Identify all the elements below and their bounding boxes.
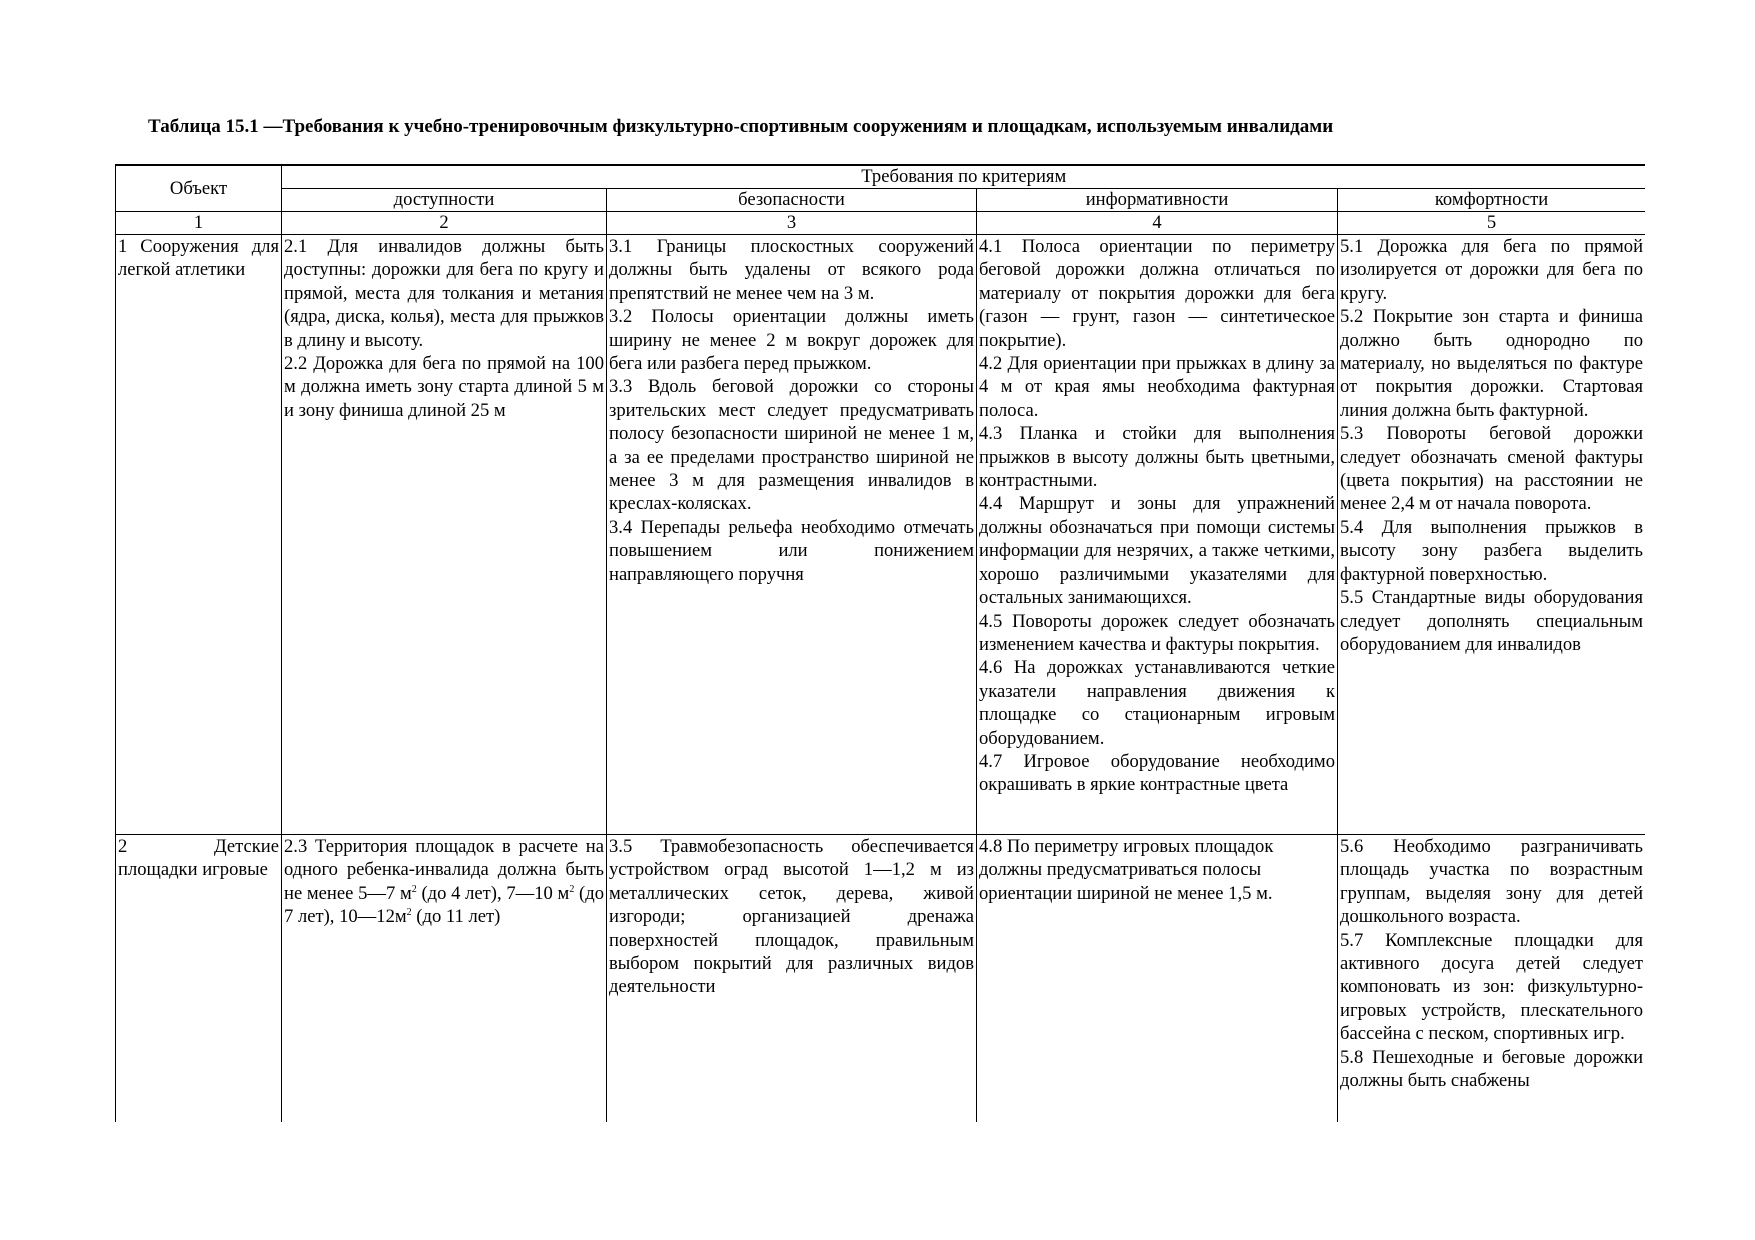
requirement-item: 5.4 Для выполнения прыжков в высоту зону разбега выделить фактурной поверхностью. <box>1340 516 1644 585</box>
requirement-item: 3.4 Перепады рельефа необходимо отмечать повышением или понижением направляющего поручня <box>609 516 974 585</box>
header-criteria: Требования по критериям <box>282 165 1646 189</box>
requirement-item: 3.2 Полосы ориентации должны иметь ширину не менее 2 м вокруг дорожек для бега или разбега перед прыжком. <box>609 306 974 375</box>
header-object: Объект <box>116 165 282 212</box>
table-caption: Таблица 15.1 —Требования к учебно-тренировочным физкультурно-спортивным сооружениям и площадкам, используемым инвалидами <box>148 116 1334 137</box>
requirement-item: 5.8 Пешеходные и беговые дорожки должны быть снабжены <box>1340 1046 1644 1092</box>
requirement-item: 5.2 Покрытие зон старта и финиша должно быть однородно по материалу, но выделяться по фактуре от покрытия дорожки. Стартовая линия должна быть фактурной. <box>1340 306 1644 421</box>
requirement-item: 4.8 По периметру игровых площадок должны предусматриваться полосы ориентации шириной не менее 1,5 м. <box>979 836 1274 904</box>
header-safety: безопасности <box>607 189 977 212</box>
column-number: 5 <box>1338 212 1646 235</box>
requirement-item: 4.2 Для ориентации при прыжках в длину за 4 м от края ямы необходима фактурная полоса. <box>979 353 1335 421</box>
superscript: 2 <box>569 883 575 895</box>
object-name: 2 Детские площадки игровые <box>118 836 279 881</box>
superscript: 2 <box>411 883 417 895</box>
superscript: 2 <box>406 907 412 919</box>
requirements-table <box>115 164 1645 1122</box>
object-cell <box>116 235 282 835</box>
comfort-cell <box>1338 235 1646 835</box>
informativeness-cell <box>977 835 1338 1123</box>
requirement-item: 5.5 Стандартные виды оборудования следует дополнять специальным оборудованием для инвалидов <box>1340 587 1644 655</box>
object-cell <box>116 835 282 1123</box>
header-row-numbers <box>116 212 1646 235</box>
header-informativeness: информативности <box>977 189 1338 212</box>
text-fragment: (до 7 лет), 10—12м <box>284 882 604 928</box>
column-number: 2 <box>282 212 607 235</box>
requirement-item: 5.7 Комплексные площадки для активного досуга детей следует компоновать из зон: физкультурно-игровых устройств, плескательного бассейна с песком, спортивных игр. <box>1340 929 1644 1045</box>
column-number: 3 <box>607 212 977 235</box>
header-row-criteria <box>116 165 1646 189</box>
object-name: 1 Сооружения для легкой атлетики <box>118 236 279 281</box>
text-fragment: 2.3 Территория площадок в расчете на одного ребенка-инвалида должна быть не менее 5—7 м <box>284 836 604 904</box>
safety-cell <box>607 235 977 835</box>
requirement-item: 4.5 Повороты дорожек следует обозначать изменением качества и фактуры покрытия. <box>979 610 1335 655</box>
requirement-item: 5.1 Дорожка для бега по прямой изолируется от дорожки для бега по кругу. <box>1340 236 1644 304</box>
requirement-item <box>284 835 604 929</box>
table-row-athletics <box>116 235 1646 835</box>
column-number: 1 <box>116 212 282 235</box>
requirement-item: 3.3 Вдоль беговой дорожки со стороны зрительских мест следует предусматривать полосу безопасности шириной не менее 1 м, а за ее пределами пространство шириной не менее 3 м для размещения инвалидов в креслах-колясках. <box>609 376 974 515</box>
requirement-item: 5.6 Необходимо разграничивать площадь участка по возрастным группам, выделяя зону для детей дошкольного возраста. <box>1340 836 1644 928</box>
accessibility-cell <box>282 235 607 835</box>
requirement-item: 5.3 Повороты беговой дорожки следует обозначать сменой фактуры (цвета покрытия) на расстоянии не менее 2,4 м от начала поворота. <box>1340 423 1644 515</box>
requirement-item: 2.2 Дорожка для бега по прямой на 100 м должна иметь зону старта длиной 5 м и зону финиша длиной 25 м <box>284 353 604 421</box>
header-comfort: комфортности <box>1338 189 1646 212</box>
requirement-item: 3.1 Границы плоскостных сооружений должны быть удалены от всякого рода препятствий не менее чем на 3 м. <box>609 236 974 304</box>
header-row-columns <box>116 189 1646 212</box>
informativeness-cell <box>977 235 1338 835</box>
text-fragment: (до 11 лет) <box>411 906 501 928</box>
accessibility-cell <box>282 835 607 1123</box>
text-fragment: (до 4 лет), 7—10 м <box>416 882 570 904</box>
safety-cell <box>607 835 977 1123</box>
table-row-playgrounds <box>116 835 1646 1123</box>
header-accessibility: доступности <box>282 189 607 212</box>
column-number: 4 <box>977 212 1338 235</box>
requirements-table-wrapper <box>115 164 1645 1122</box>
requirement-item: 3.5 Травмобезопасность обеспечивается устройством оград высотой 1—1,2 м из металлических сеток, дерева, живой изгороди; организацией дренажа поверхностей площадок, правильным выбором покрытий для различных видов деятельности <box>609 836 974 998</box>
requirement-item: 4.4 Маршрут и зоны для упражнений должны обозначаться при помощи системы информации для незрячих, а также четкими, хорошо различимыми указателями для остальных занимающихся. <box>979 493 1335 609</box>
requirement-item: 4.3 Планка и стойки для выполнения прыжков в высоту должны быть цветными, контрастными. <box>979 423 1335 492</box>
requirement-item: 4.7 Игровое оборудование необходимо окрашивать в яркие контрастные цвета <box>979 750 1335 796</box>
requirement-item: 2.1 Для инвалидов должны быть доступны: дорожки для бега по кругу и прямой, места для толкания и метания (ядра, диска, колья), места для прыжков в длину и высоту. <box>284 236 604 351</box>
comfort-cell <box>1338 835 1646 1123</box>
requirement-item: 4.1 Полоса ориентации по периметру беговой дорожки должна отличаться по материалу от покрытия дорожки для бега (газон — грунт, газон — синтетическое покрытие). <box>979 236 1335 351</box>
requirement-item: 4.6 На дорожках устанавливаются четкие указатели направления движения к площадке со стационарным игровым оборудованием. <box>979 657 1335 749</box>
